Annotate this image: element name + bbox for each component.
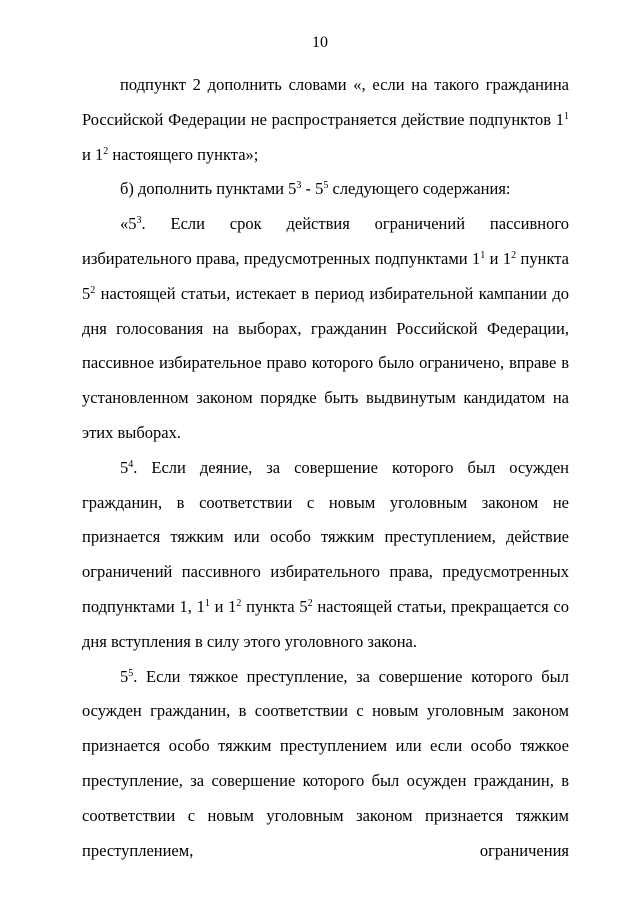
- superscript: 2: [511, 249, 517, 261]
- text-run: настоящего пункта»;: [108, 144, 259, 164]
- page-number: 10: [312, 34, 328, 51]
- superscript: 2: [307, 597, 313, 609]
- superscript: 5: [128, 667, 134, 679]
- text-run: настоящей статьи, прекращается со дня вступления в силу этого уголовного закона.: [82, 596, 570, 651]
- document-body: [82, 68, 569, 868]
- text-run: б) дополнить пунктами 5: [120, 179, 297, 199]
- superscript: 1: [204, 597, 210, 609]
- superscript: 5: [323, 180, 329, 192]
- superscript: 2: [236, 597, 242, 609]
- superscript: 4: [128, 458, 134, 470]
- text-run: 5: [120, 666, 129, 686]
- superscript: 1: [480, 249, 486, 261]
- text-run: подпункт 2 дополнить словами «, если на такого гражданина Российской Федерации не распространяется действие подпунктов 1: [82, 75, 569, 129]
- superscript: 2: [90, 284, 96, 296]
- text-run: настоящей статьи, истекает в период избирательной кампании до дня голосования на выборах, гражданин Российской Федерации, пассивное избирательное право которого было ограничено, вправе в установленном законом порядке быть выдвинутым кандидатом на этих выборах.: [82, 283, 569, 442]
- text-run: пункта 5: [241, 596, 308, 616]
- text-run: и 1: [82, 144, 104, 164]
- text-run: . Если срок действия ограничений пассивного избирательного права, предусмотренных подпунктами 1: [82, 214, 569, 268]
- text-run: и 1: [485, 248, 512, 268]
- paragraph-point-5-3: [82, 207, 569, 451]
- text-run: . Если тяжкое преступление, за совершение которого был осужден гражданин, в соответствии с новым уголовным законом признается особо тяжким преступлением или если особо тяжкое преступление, за совершение которого был осужден гражданин, в соответствии с новым уголовным законом признается тяжким преступлением, ограничения: [82, 666, 569, 860]
- paragraph-point-5-4: [82, 451, 569, 660]
- paragraph-point-5-5: [82, 660, 569, 869]
- text-run: «5: [120, 214, 137, 234]
- text-run: - 5: [301, 179, 324, 199]
- text-run: . Если деяние, за совершение которого был осужден гражданин, в соответствии с новым уголовным законом не признается тяжким или особо тяжким преступлением, действие ограничений пассивного избирательного права, предусмотренных подпунктами 1, 1: [82, 457, 569, 616]
- superscript: 3: [296, 180, 302, 192]
- text-run: и 1: [209, 596, 237, 616]
- text-run: 5: [120, 457, 129, 477]
- text-run: следующего содержания:: [328, 179, 511, 199]
- superscript: 2: [103, 145, 109, 157]
- superscript: 3: [136, 215, 142, 227]
- superscript: 1: [564, 110, 569, 122]
- paragraph-subpoint-2-amendment: [82, 68, 569, 172]
- text-run: пункта 5: [82, 248, 569, 303]
- paragraph-add-points-intro: [82, 172, 569, 207]
